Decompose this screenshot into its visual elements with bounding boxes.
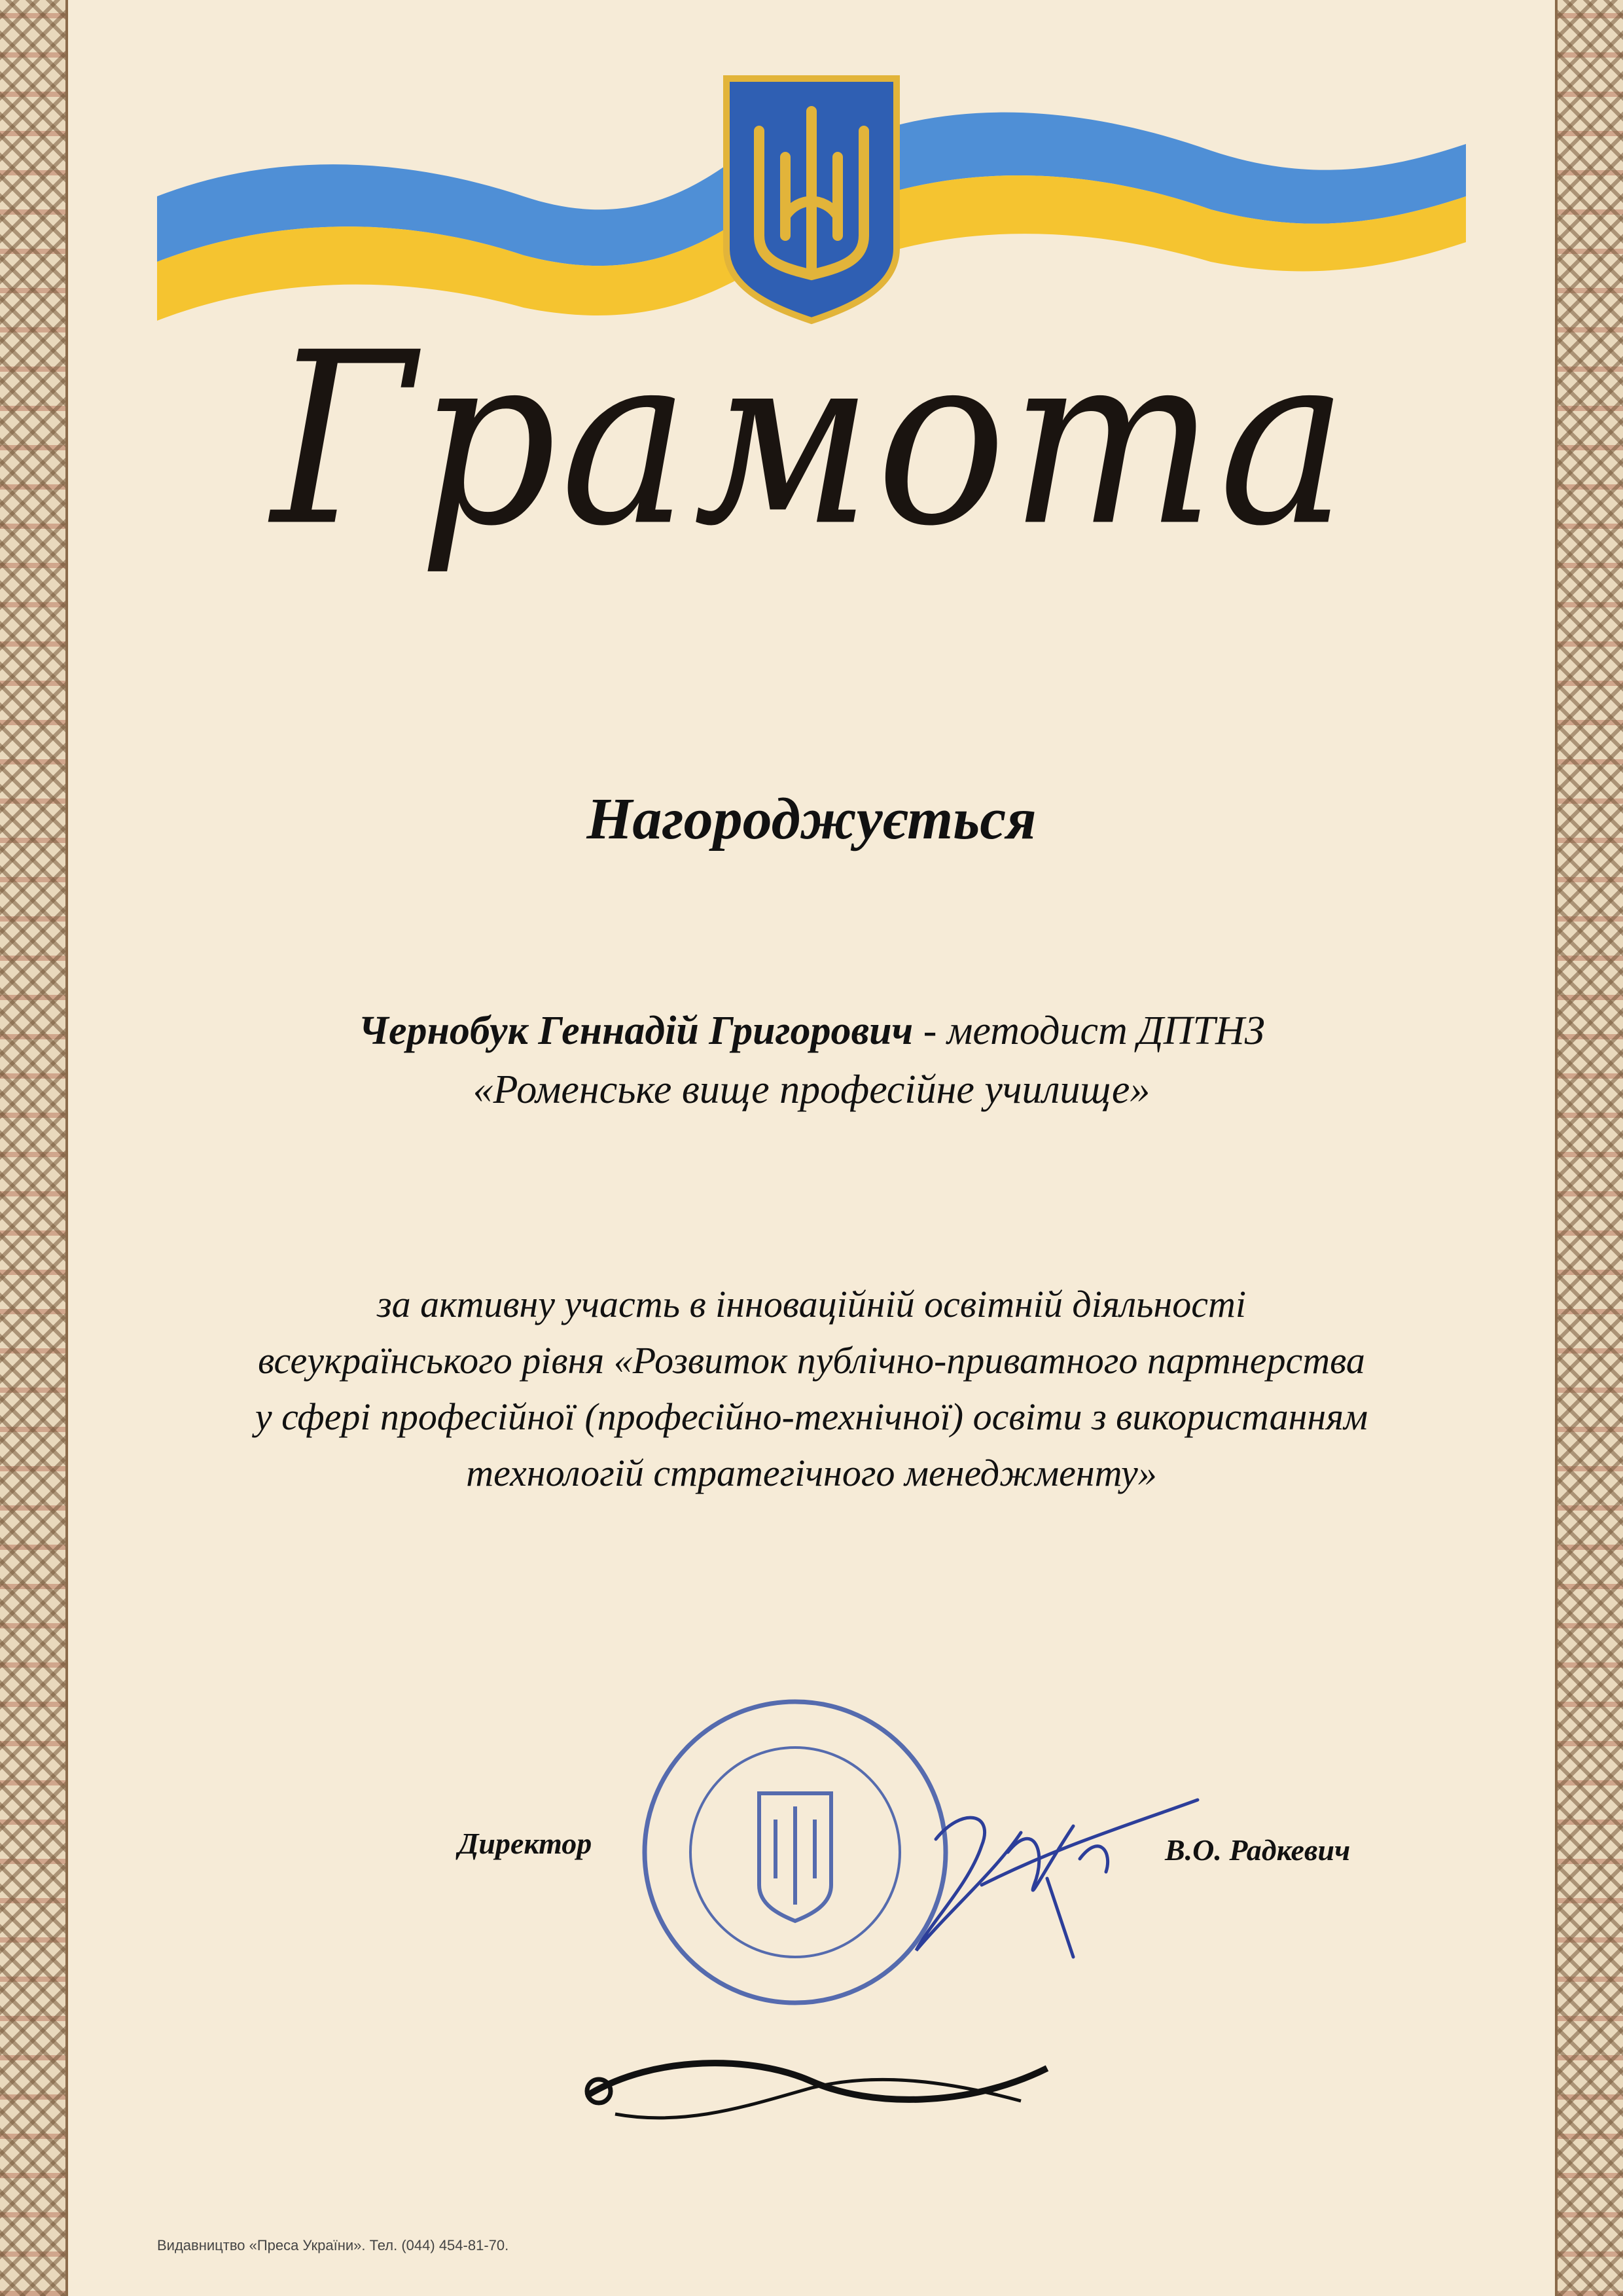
ornament-flourish	[587, 2063, 1047, 2118]
signature	[916, 1800, 1198, 1957]
reason-line: всеукраїнського рівня «Розвиток публічно-приватного партнерства	[258, 1339, 1365, 1382]
award-reason	[111, 1276, 1512, 1501]
stamp-seal	[645, 1702, 946, 2003]
coat-of-arms-icon	[726, 79, 897, 321]
certificate-title: Грамота	[271, 301, 1352, 579]
reason-line: у сфері професійної (професійно-технічної) освіти з використанням	[255, 1395, 1368, 1438]
signer-role: Директор	[458, 1827, 592, 1860]
recipient-name: Чернобук Геннадій Григорович	[358, 1009, 914, 1053]
recipient-position: - методист ДПТНЗ	[913, 1009, 1265, 1053]
reason-line: за активну участь в інноваційній освітній діяльності	[376, 1283, 1247, 1325]
publisher-footer: Видавництво «Преса України». Тел. (044) 454-81-70.	[157, 2237, 509, 2253]
recipient-block	[0, 1001, 1623, 1119]
recipient-line	[0, 1001, 1623, 1060]
signer-name: В.О. Радкевич	[1165, 1833, 1351, 1867]
recipient-institution: «Роменське вище професійне училище»	[473, 1067, 1150, 1112]
awarded-heading: Нагороджується	[586, 787, 1037, 852]
reason-line: технологій стратегічного менеджменту»	[466, 1452, 1157, 1494]
